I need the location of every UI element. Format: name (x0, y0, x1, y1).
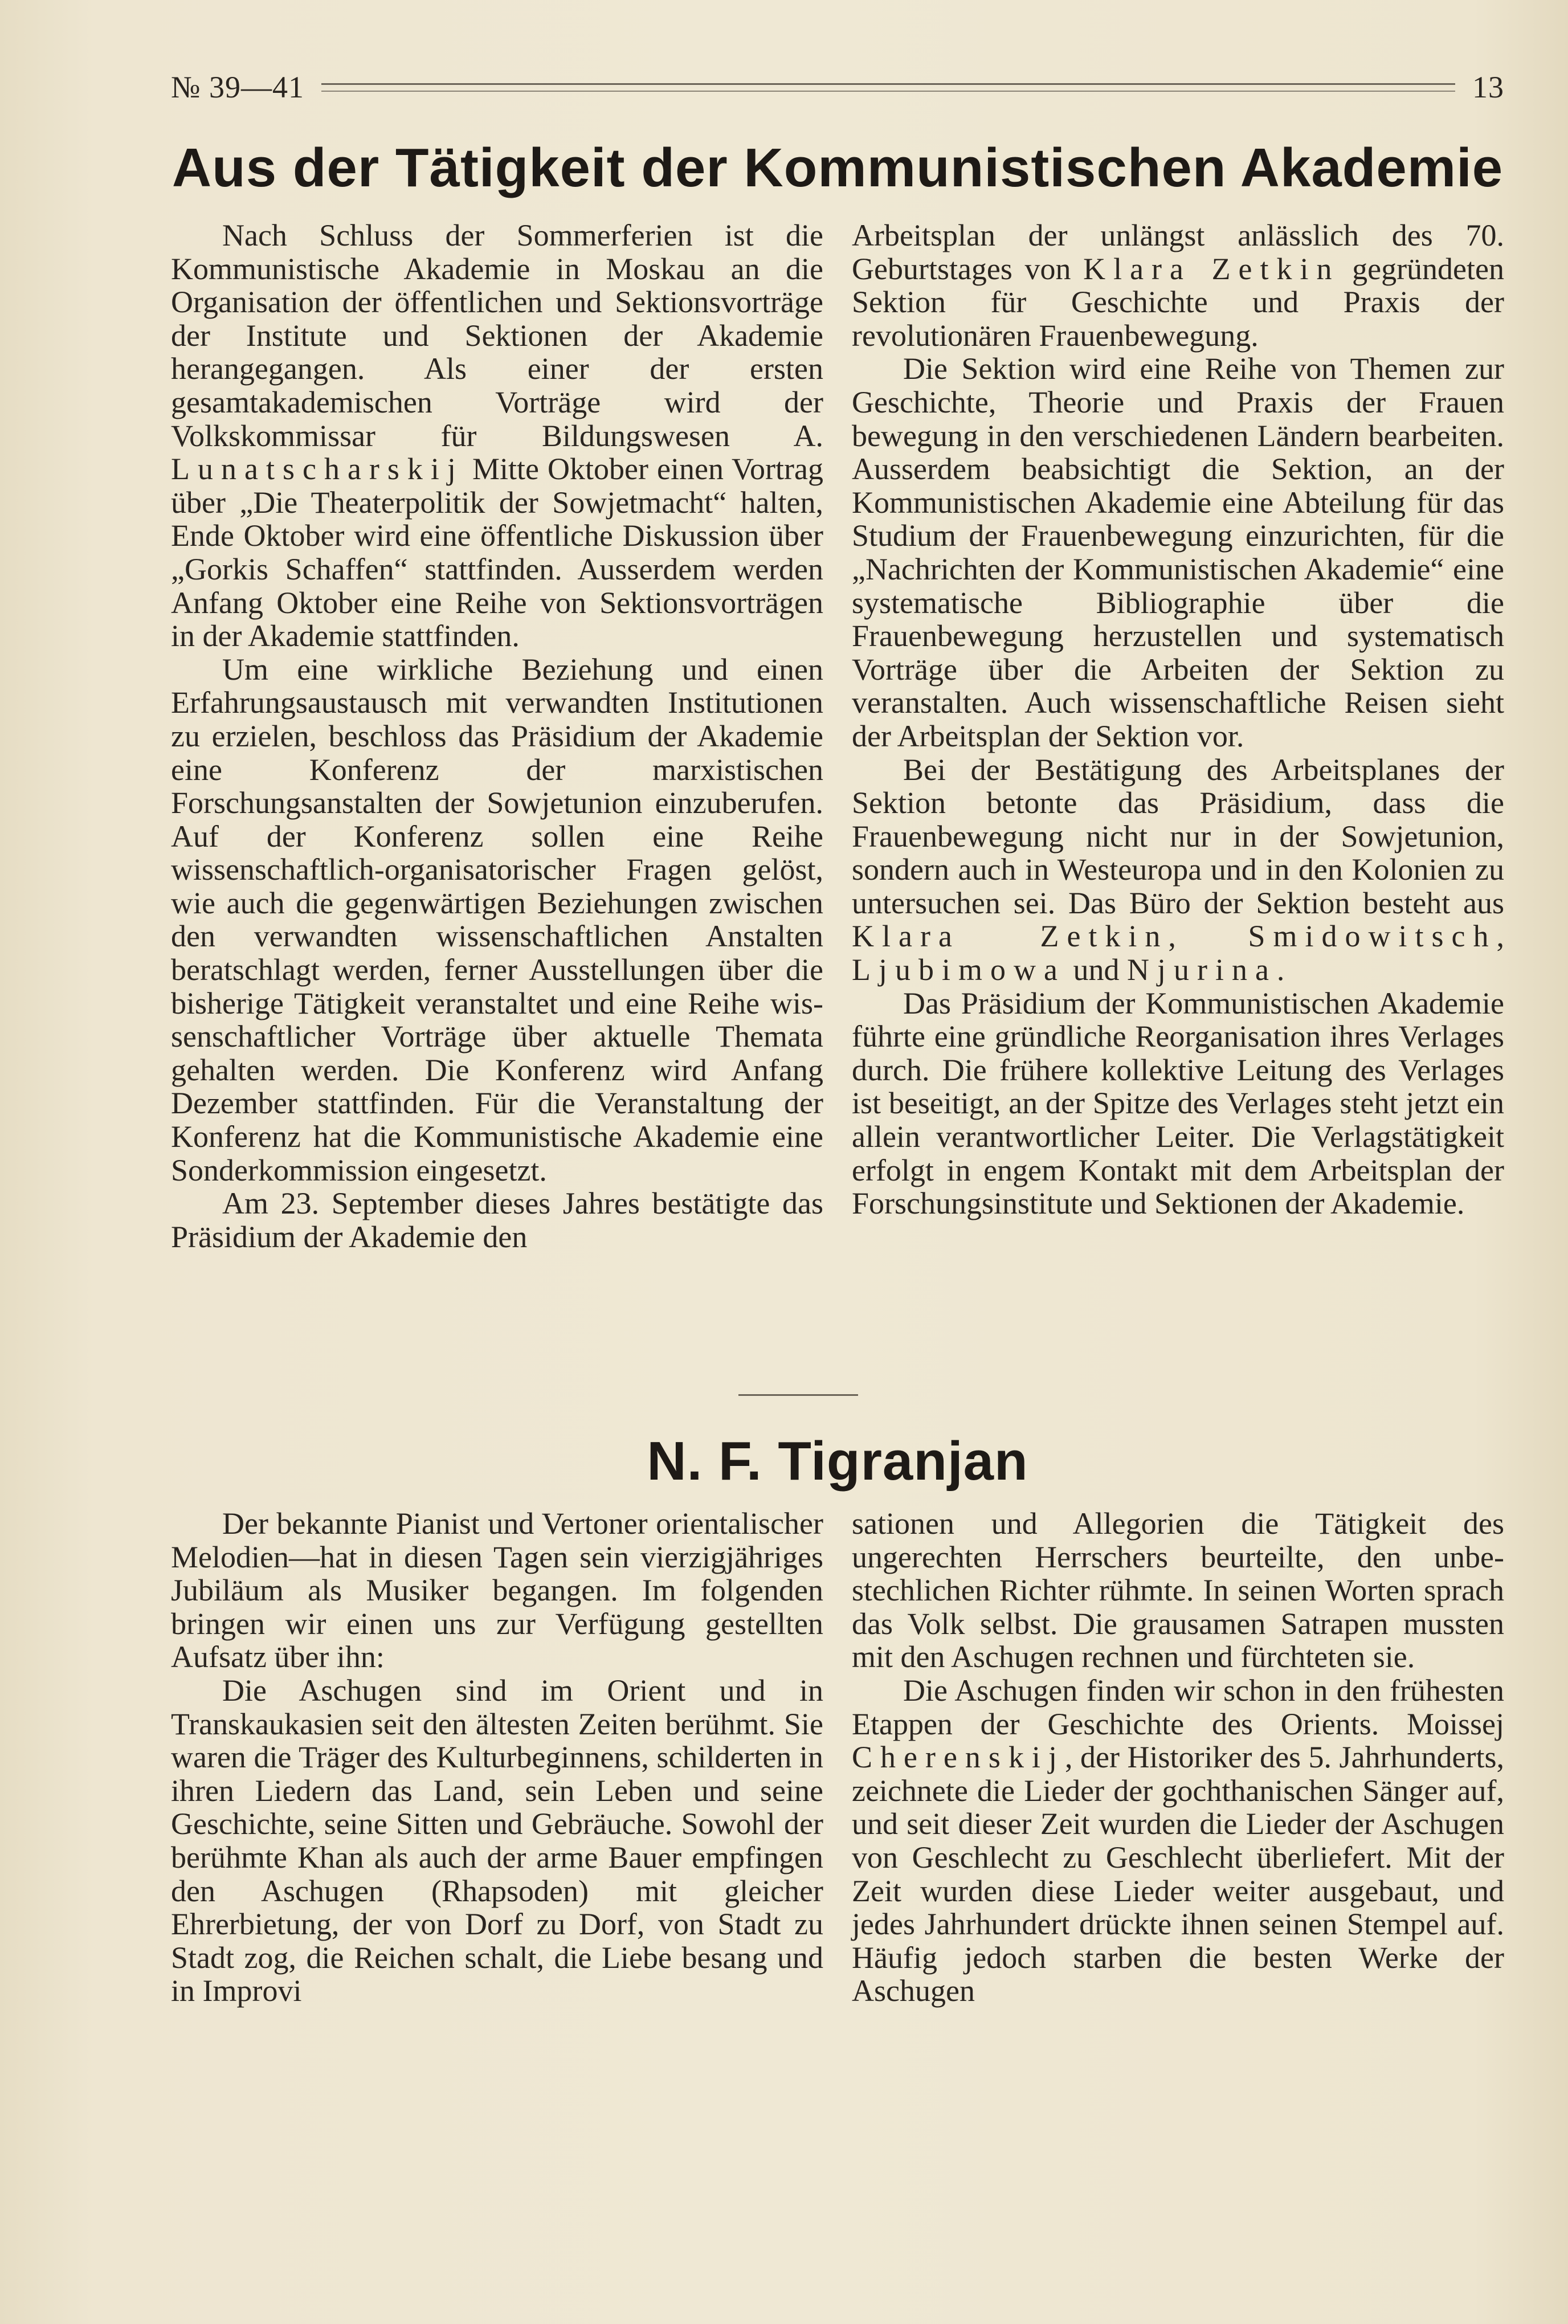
issue-number: № 39—41 (171, 70, 305, 104)
spaced-name: Smidowitsch (1248, 919, 1497, 954)
text-run: , (1496, 919, 1504, 954)
article-body-tigranjan (171, 1507, 1504, 2094)
text-run: , (1168, 919, 1248, 954)
paragraph: Um eine wirkliche Beziehung und einen Erfahrungsaustausch mit verwandten Institutionen zu erzielen, beschloss das Präsidium der Akademie eine Konferenz der marxistischen Forschungsanstalten der Sowjetunion einzuberufen. Auf der Konferenz sollen eine Reihe wissenschaftlich-organisatorischer Fragen gelöst, wie auch die gegenwärtigen Beziehungen zwischen den verwandten wissenschaftlichen Anstalten beratschlagt werden, ferner Ausstellungen über die bisherige Tätigkeit veranstaltet und eine Reihe wissenschaftlicher Vorträge über aktuelle Themata gehalten werden. Die Konferenz wird Anfang Dezember stattfinden. Für die Veranstaltung der Konferenz hat die Kommunistische Akademie eine Sonderkommission eingesetzt. (171, 652, 823, 1187)
paragraph (171, 219, 823, 653)
text-run: gegründeten Sektion für Geschichte und Praxis der revolutionären Frauenbewegung. (852, 251, 1504, 353)
spaced-name: Njurina (1126, 953, 1277, 987)
paragraph: Der bekannte Pianist und Vertoner orientalischer Melodien—hat in diesen Tagen sein vierzigjähriges Jubiläum als Musiker begangen. Im folgenden bringen wir einen uns zur Verfügung gestellten Aufsatz über ihn: (171, 1506, 823, 1674)
paragraph: sationen und Allegorien die Tätigkeit des ungerechten Herrschers beurteilte, den unbestechlichen Richter rühmte. In seinen Worten sprach das Volk selbst. Die grausamen Satrapen mussten mit den Aschugen rechnen und fürchteten sie. (852, 1506, 1504, 1674)
spaced-name: Klara Zetkin (852, 919, 1169, 954)
spaced-name: Cherenskij (852, 1740, 1065, 1775)
article-title-tigranjan: N. F. Tigranjan (647, 1431, 1028, 1492)
paragraph: Das Präsidium der Kommunistischen Akademie führte eine gründliche Reorganisation ihres Verlages durch. Die frühere kollektive Leitung des Verlages ist beseitigt, an der Spitze des Verlages steht jetzt ein allein verantwortlicher Leiter. Die Verlagstätigkeit erfolgt in engem Kontakt mit dem Arbeitsplan der Forschungsinstitute und Sektionen der Akademie. (852, 986, 1504, 1221)
section-divider (738, 1394, 858, 1396)
text-run: . (1276, 953, 1285, 987)
paragraph (852, 219, 1504, 352)
paragraph: Die Sektion wird eine Reihe von Themen zur Geschichte, Theorie und Praxis der Frauen bewegung in den verschiedenen Ländern bearbeiten. Ausserdem beabsichtigt die Sektion, an der Kommunistischen Akademie eine Abteilung für das Studium der Frauenbewegung einzurichten, für die „Nachrichten der Kommunistischen Akademie“ eine systematische Bibliographie über die Frauenbewegung herzustellen und systematisch Vorträge über die Arbeiten der Sektion zu veranstalten. Auch wissenschaftliche Reisen sieht der Arbeitsplan der Sektion vor. (852, 352, 1504, 753)
article-body-akademie (171, 219, 1504, 1375)
spaced-name: Klara Zetkin (1083, 251, 1340, 286)
spaced-name: Ljubimowa (852, 953, 1065, 987)
text-run: Nach Schluss der Sommerferien ist die Kommunistische Akademie in Moskau an die Organisation der öffentlichen und Sektionsvorträge der Institute und Sektionen der Akademie herangegangen. Als einer der ersten gesamtakademischen Vorträge wird der Volkskommissar für Bildungswesen A. (171, 218, 823, 453)
column-right (852, 1507, 1504, 2094)
text-run: , der Historiker des 5. Jahrhunderts, zeichnete die Lieder der gochthanischen Sänger auf, und seit dieser Zeit wurden die Lieder der Aschugen von Geschlecht zu Geschlecht überliefert. Mit der Zeit wurden diese Lieder weiter ausgebaut, und jedes Jahrhundert drückte ihnen seinen Stempel auf. Häufig jedoch starben die besten Werke der Aschugen (852, 1740, 1504, 2008)
paragraph (852, 1674, 1504, 2008)
column-right (852, 219, 1504, 1375)
text-run: Die Aschugen finden wir schon in den frühesten Etappen der Geschichte des Orients. Moissej (852, 1673, 1504, 1741)
column-left (171, 1507, 823, 2094)
paragraph: Die Aschugen sind im Orient und in Transkaukasien seit den ältesten Zeiten berühmt. Sie waren die Träger des Kulturbeginnens, schilderten in ihren Liedern das Land, sein Leben und seine Geschichte, seine Sitten und Gebräuche. Sowohl der berühmte Khan als auch der arme Bauer empfingen den Aschugen (Rhapsoden) mit gleicher Ehrerbietung, der von Dorf zu Dorf, von Stadt zu Stadt zog, die Reichen schalt, die Liebe besang und in Improvi (171, 1673, 823, 2008)
header-rule (321, 83, 1455, 92)
page-number: 13 (1472, 70, 1504, 104)
article-title-akademie: Aus der Tätigkeit der Kommunistischen Akademie (172, 137, 1504, 198)
text-run: Arbeitsplan der unlängst anlässlich des 70. Geburtstages von (852, 218, 1504, 286)
paragraph: Am 23. September dieses Jahres bestätigte das Präsidium der Akademie den (171, 1186, 823, 1254)
text-run: Bei der Bestätigung des Arbeitsplanes der Sektion betonte das Präsidium, dass die Frauenbewegung nicht nur in der Sowjetunion, sondern auch in Westeuropa und in den Kolonien zu untersuchen sei. Das Büro der Sektion besteht aus (852, 752, 1504, 920)
running-head (171, 67, 1504, 107)
column-left (171, 219, 823, 1375)
text-run: und (1065, 953, 1127, 987)
text-run: Mitte Oktober einen Vortrag über „Die Theaterpolitik der Sowjetmacht“ halten, Ende Oktober wird eine öffentliche Diskussion über „Gorkis Schaffen“ stattfinden. Ausserdem werden Anfang Oktober eine Reihe von Sektionsvorträgen in der Akademie stattfinden. (171, 452, 823, 654)
spaced-name: Lunatscharskij (171, 452, 464, 487)
paragraph (852, 753, 1504, 987)
